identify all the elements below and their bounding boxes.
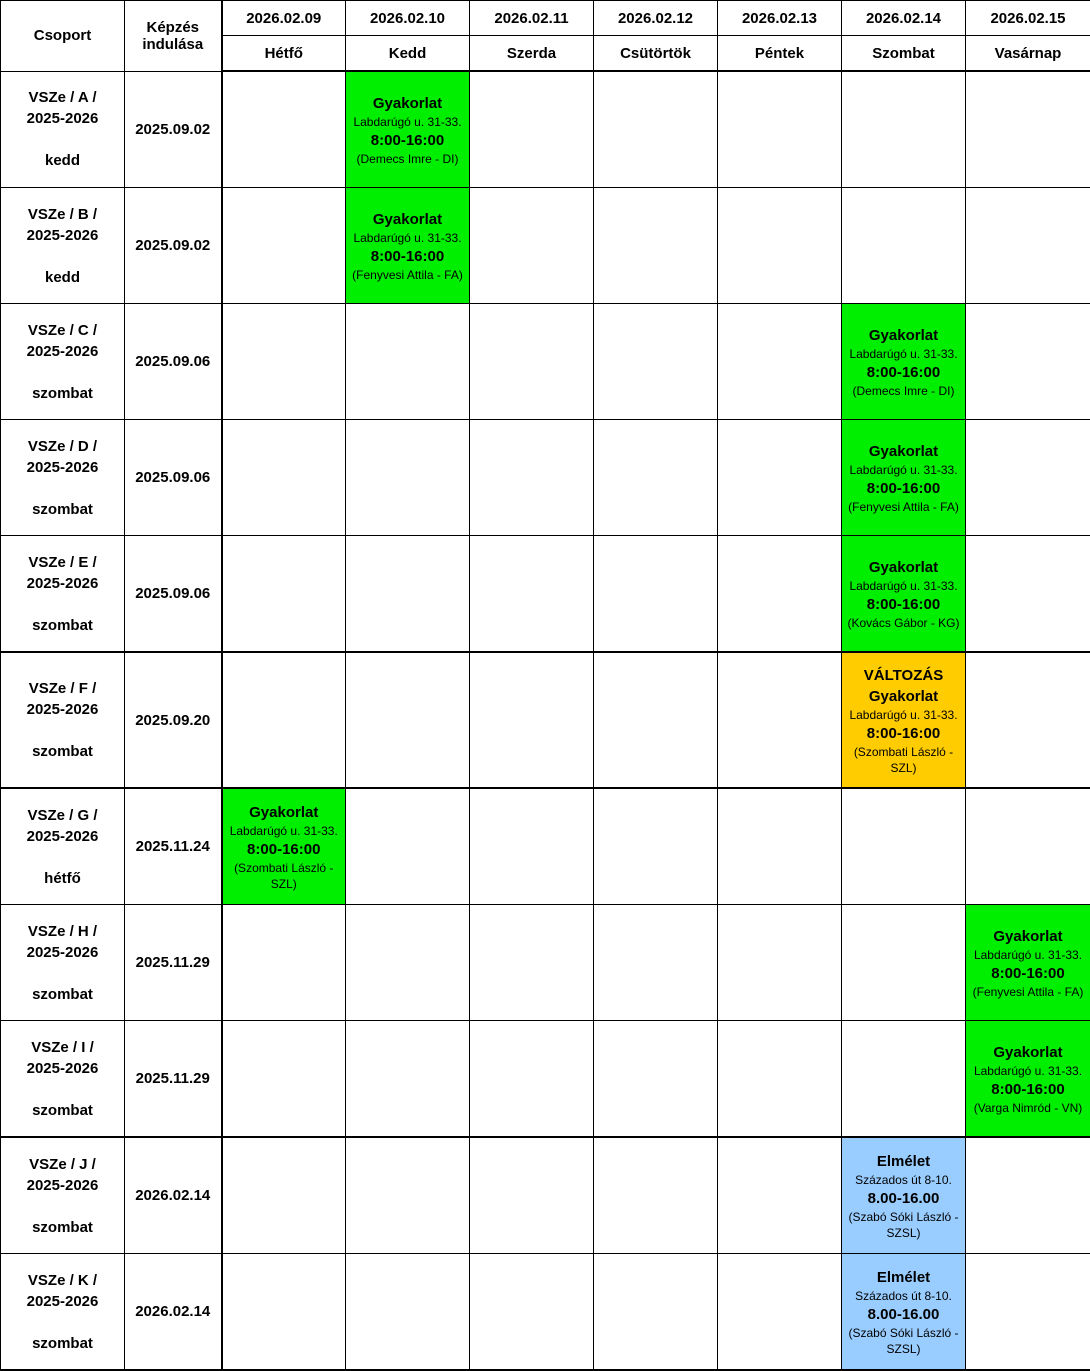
group-code: VSZe / C / <box>1 320 124 341</box>
date-header: 2026.02.12 <box>594 1 718 36</box>
group-cell <box>1 1254 125 1371</box>
group-weekday: szombat <box>1 499 124 520</box>
group-code: VSZe / H / <box>1 921 124 942</box>
event-time: 8.00-16.00 <box>842 1304 965 1325</box>
group-weekday: szombat <box>1 984 124 1005</box>
group-spacer <box>1 847 124 868</box>
group-code: VSZe / I / <box>1 1037 124 1058</box>
group-cell <box>1 1137 125 1254</box>
event-time: 8:00-16:00 <box>966 1079 1090 1100</box>
empty-day-cell <box>222 1254 346 1371</box>
event-location: Labdarúgó u. 31-33. <box>842 707 965 723</box>
group-cell <box>1 905 125 1021</box>
start-date-cell: 2025.09.06 <box>125 420 222 536</box>
start-date-cell: 2025.09.20 <box>125 652 222 788</box>
event-time: 8:00-16:00 <box>346 246 469 267</box>
group-cell <box>1 1021 125 1138</box>
empty-day-cell <box>346 1137 470 1254</box>
event-time: 8:00-16:00 <box>966 963 1090 984</box>
schedule-row <box>1 304 1090 420</box>
event-time: 8:00-16:00 <box>842 594 965 615</box>
event-location: Százados út 8-10. <box>842 1288 965 1304</box>
event-cell <box>346 71 470 188</box>
start-date-cell: 2025.11.29 <box>125 905 222 1021</box>
group-code: VSZe / F / <box>1 678 124 699</box>
event-type: Gyakorlat <box>842 686 965 707</box>
date-header: 2026.02.14 <box>842 1 966 36</box>
empty-day-cell <box>966 420 1090 536</box>
empty-day-cell <box>594 652 718 788</box>
event-teacher: (Szombati László - SZL) <box>223 860 346 892</box>
event-location: Labdarúgó u. 31-33. <box>346 230 469 246</box>
empty-day-cell <box>222 188 346 304</box>
empty-day-cell <box>966 788 1090 905</box>
start-date-cell: 2025.11.29 <box>125 1021 222 1138</box>
empty-day-cell <box>842 788 966 905</box>
date-header: 2026.02.10 <box>346 1 470 36</box>
empty-day-cell <box>470 71 594 188</box>
event-cell <box>346 188 470 304</box>
event-teacher: (Varga Nimród - VN) <box>966 1100 1090 1116</box>
event-teacher: (Szombati László - SZL) <box>842 744 965 776</box>
group-weekday: szombat <box>1 1333 124 1354</box>
empty-day-cell <box>470 188 594 304</box>
event-cell <box>966 1021 1090 1138</box>
schedule-row <box>1 788 1090 905</box>
group-spacer <box>1 963 124 984</box>
empty-day-cell <box>842 71 966 188</box>
group-year: 2025-2026 <box>1 1175 124 1196</box>
event-cell <box>842 304 966 420</box>
group-year: 2025-2026 <box>1 457 124 478</box>
group-year: 2025-2026 <box>1 826 124 847</box>
group-weekday: szombat <box>1 1217 124 1238</box>
group-weekday: szombat <box>1 1100 124 1121</box>
empty-day-cell <box>966 652 1090 788</box>
empty-day-cell <box>718 1137 842 1254</box>
schedule-row <box>1 188 1090 304</box>
start-date-cell: 2025.09.06 <box>125 304 222 420</box>
group-code: VSZe / E / <box>1 552 124 573</box>
empty-day-cell <box>718 304 842 420</box>
event-type: Elmélet <box>842 1151 965 1172</box>
group-spacer <box>1 246 124 267</box>
start-date-cell: 2025.09.06 <box>125 536 222 653</box>
group-weekday: kedd <box>1 267 124 288</box>
empty-day-cell <box>222 71 346 188</box>
start-date-cell: 2026.02.14 <box>125 1254 222 1371</box>
empty-day-cell <box>222 1021 346 1138</box>
group-column-header: Csoport <box>1 1 125 72</box>
empty-day-cell <box>718 71 842 188</box>
group-year: 2025-2026 <box>1 942 124 963</box>
group-year: 2025-2026 <box>1 699 124 720</box>
empty-day-cell <box>470 304 594 420</box>
event-type: Gyakorlat <box>223 802 346 823</box>
event-location: Labdarúgó u. 31-33. <box>842 346 965 362</box>
date-header: 2026.02.11 <box>470 1 594 36</box>
event-change-label: VÁLTOZÁS <box>842 665 965 686</box>
empty-day-cell <box>594 1137 718 1254</box>
event-location: Labdarúgó u. 31-33. <box>346 114 469 130</box>
start-column-header: Képzés indulása <box>125 1 222 72</box>
group-year: 2025-2026 <box>1 1291 124 1312</box>
event-time: 8:00-16:00 <box>842 362 965 383</box>
weekday-header: Csütörtök <box>594 36 718 72</box>
empty-day-cell <box>718 905 842 1021</box>
group-code: VSZe / A / <box>1 87 124 108</box>
event-type: Gyakorlat <box>966 1042 1090 1063</box>
empty-day-cell <box>346 420 470 536</box>
empty-day-cell <box>966 188 1090 304</box>
schedule-row <box>1 905 1090 1021</box>
event-type: Gyakorlat <box>842 325 965 346</box>
empty-day-cell <box>842 905 966 1021</box>
event-teacher: (Fenyvesi Attila - FA) <box>966 984 1090 1000</box>
empty-day-cell <box>222 536 346 653</box>
group-spacer <box>1 1196 124 1217</box>
empty-day-cell <box>222 420 346 536</box>
event-time: 8.00-16.00 <box>842 1188 965 1209</box>
group-spacer <box>1 129 124 150</box>
event-type: Gyakorlat <box>966 926 1090 947</box>
empty-day-cell <box>594 71 718 188</box>
empty-day-cell <box>346 905 470 1021</box>
schedule-row <box>1 536 1090 653</box>
group-spacer <box>1 594 124 615</box>
date-header: 2026.02.13 <box>718 1 842 36</box>
event-teacher: (Demecs Imre - DI) <box>842 383 965 399</box>
event-type: Gyakorlat <box>346 93 469 114</box>
group-cell <box>1 304 125 420</box>
group-year: 2025-2026 <box>1 573 124 594</box>
event-teacher: (Fenyvesi Attila - FA) <box>346 267 469 283</box>
date-header: 2026.02.15 <box>966 1 1090 36</box>
empty-day-cell <box>718 788 842 905</box>
group-cell <box>1 652 125 788</box>
event-time: 8:00-16:00 <box>842 723 965 744</box>
start-date-cell: 2025.11.24 <box>125 788 222 905</box>
schedule-row <box>1 1021 1090 1138</box>
group-weekday: szombat <box>1 615 124 636</box>
event-location: Labdarúgó u. 31-33. <box>842 462 965 478</box>
empty-day-cell <box>718 1254 842 1371</box>
weekday-header: Szerda <box>470 36 594 72</box>
event-time: 8:00-16:00 <box>842 478 965 499</box>
group-code: VSZe / K / <box>1 1270 124 1291</box>
event-location: Százados út 8-10. <box>842 1172 965 1188</box>
empty-day-cell <box>594 788 718 905</box>
group-spacer <box>1 478 124 499</box>
event-type: Gyakorlat <box>842 441 965 462</box>
empty-day-cell <box>594 304 718 420</box>
group-code: VSZe / B / <box>1 204 124 225</box>
empty-day-cell <box>470 788 594 905</box>
empty-day-cell <box>346 536 470 653</box>
group-cell <box>1 71 125 188</box>
schedule-row <box>1 1254 1090 1371</box>
empty-day-cell <box>346 1021 470 1138</box>
schedule-row <box>1 420 1090 536</box>
group-cell <box>1 536 125 653</box>
schedule-body <box>1 71 1090 1370</box>
group-year: 2025-2026 <box>1 1058 124 1079</box>
empty-day-cell <box>594 905 718 1021</box>
empty-day-cell <box>470 1021 594 1138</box>
empty-day-cell <box>470 1137 594 1254</box>
event-type: Elmélet <box>842 1267 965 1288</box>
event-cell <box>842 1137 966 1254</box>
empty-day-cell <box>346 304 470 420</box>
start-date-cell: 2026.02.14 <box>125 1137 222 1254</box>
group-cell <box>1 420 125 536</box>
group-spacer <box>1 720 124 741</box>
event-location: Labdarúgó u. 31-33. <box>842 578 965 594</box>
empty-day-cell <box>718 536 842 653</box>
event-teacher: (Demecs Imre - DI) <box>346 151 469 167</box>
empty-day-cell <box>842 1021 966 1138</box>
empty-day-cell <box>346 788 470 905</box>
empty-day-cell <box>222 905 346 1021</box>
weekday-header: Szombat <box>842 36 966 72</box>
schedule-row <box>1 652 1090 788</box>
empty-day-cell <box>222 652 346 788</box>
group-spacer <box>1 1312 124 1333</box>
empty-day-cell <box>966 1137 1090 1254</box>
event-location: Labdarúgó u. 31-33. <box>223 823 346 839</box>
event-teacher: (Fenyvesi Attila - FA) <box>842 499 965 515</box>
empty-day-cell <box>346 652 470 788</box>
empty-day-cell <box>718 652 842 788</box>
empty-day-cell <box>718 1021 842 1138</box>
group-weekday: szombat <box>1 741 124 762</box>
empty-day-cell <box>966 71 1090 188</box>
event-cell <box>966 905 1090 1021</box>
event-time: 8:00-16:00 <box>346 130 469 151</box>
empty-day-cell <box>470 1254 594 1371</box>
empty-day-cell <box>222 304 346 420</box>
group-year: 2025-2026 <box>1 341 124 362</box>
event-teacher: (Szabó Sóki László - SZSL) <box>842 1325 965 1357</box>
empty-day-cell <box>594 536 718 653</box>
group-spacer <box>1 1079 124 1100</box>
event-location: Labdarúgó u. 31-33. <box>966 1063 1090 1079</box>
group-spacer <box>1 362 124 383</box>
event-cell <box>842 536 966 653</box>
group-year: 2025-2026 <box>1 108 124 129</box>
start-date-cell: 2025.09.02 <box>125 188 222 304</box>
group-code: VSZe / D / <box>1 436 124 457</box>
event-time: 8:00-16:00 <box>223 839 346 860</box>
event-cell <box>842 652 966 788</box>
schedule-row <box>1 71 1090 188</box>
empty-day-cell <box>470 905 594 1021</box>
header-date-row <box>1 1 1090 36</box>
empty-day-cell <box>470 536 594 653</box>
group-year: 2025-2026 <box>1 225 124 246</box>
empty-day-cell <box>966 536 1090 653</box>
group-cell <box>1 788 125 905</box>
start-date-cell: 2025.09.02 <box>125 71 222 188</box>
group-weekday: hétfő <box>1 868 124 889</box>
group-cell <box>1 188 125 304</box>
group-code: VSZe / J / <box>1 1154 124 1175</box>
empty-day-cell <box>594 1021 718 1138</box>
empty-day-cell <box>346 1254 470 1371</box>
date-header: 2026.02.09 <box>222 1 346 36</box>
weekday-header: Kedd <box>346 36 470 72</box>
group-weekday: kedd <box>1 150 124 171</box>
empty-day-cell <box>222 1137 346 1254</box>
event-teacher: (Szabó Sóki László - SZSL) <box>842 1209 965 1241</box>
empty-day-cell <box>594 188 718 304</box>
event-cell <box>222 788 346 905</box>
group-code: VSZe / G / <box>1 805 124 826</box>
empty-day-cell <box>470 420 594 536</box>
empty-day-cell <box>966 1254 1090 1371</box>
group-weekday: szombat <box>1 383 124 404</box>
weekday-header: Péntek <box>718 36 842 72</box>
empty-day-cell <box>718 188 842 304</box>
schedule-row <box>1 1137 1090 1254</box>
event-type: Gyakorlat <box>346 209 469 230</box>
event-location: Labdarúgó u. 31-33. <box>966 947 1090 963</box>
empty-day-cell <box>594 1254 718 1371</box>
event-type: Gyakorlat <box>842 557 965 578</box>
empty-day-cell <box>470 652 594 788</box>
weekday-header: Hétfő <box>222 36 346 72</box>
weekday-header: Vasárnap <box>966 36 1090 72</box>
event-cell <box>842 420 966 536</box>
event-teacher: (Kovács Gábor - KG) <box>842 615 965 631</box>
empty-day-cell <box>966 304 1090 420</box>
empty-day-cell <box>842 188 966 304</box>
event-cell <box>842 1254 966 1371</box>
empty-day-cell <box>718 420 842 536</box>
empty-day-cell <box>594 420 718 536</box>
